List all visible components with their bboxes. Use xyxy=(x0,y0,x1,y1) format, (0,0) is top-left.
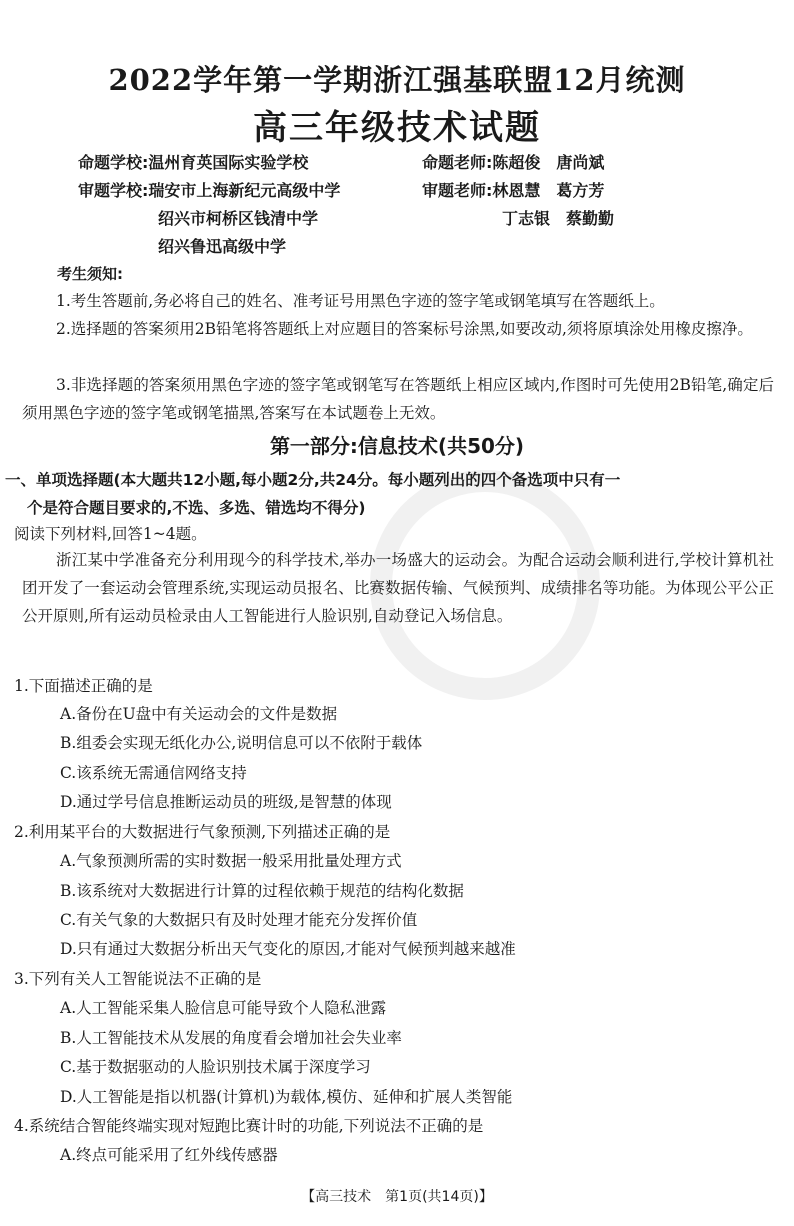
exam-title-line2: 高三年级技术试题 xyxy=(253,108,541,148)
credit-reviewing-teachers: 审题老师:林恩慧 葛方芳 xyxy=(422,181,605,200)
material-text: 浙江某中学准备充分利用现今的科学技术,举办一场盛大的运动会。为配合运动会顺利进行,学校计算机社团开发了一套运动会管理系统,实现运动员报名、比赛数据传输、气候预判、成绩排名等功能。为体现公平公正公开原则,所有运动员检录由人工智能进行人脸识别,自动登记入场信息。 xyxy=(22,551,774,625)
material-intro: 阅读下列材料,回答1~4题。 xyxy=(14,525,207,543)
section-title: 第一部分:信息技术(共50分) xyxy=(269,434,525,458)
question-1-option-b: B.组委会实现无纸化办公,说明信息可以不依附于载体 xyxy=(60,734,423,752)
credit-reviewing-school-2: 绍兴市柯桥区钱清中学 xyxy=(158,209,319,228)
page-footer: 【高三技术 第1页(共14页)】 xyxy=(301,1189,493,1205)
notice-item-1: 1.考生答题前,务必将自己的姓名、准考证号用黑色字迹的签字笔或钢笔填写在答题纸上。 xyxy=(56,292,665,310)
credit-reviewing-teachers-2: 丁志银 蔡勤勤 xyxy=(502,209,615,228)
notice-item-2: 2.选择题的答案须用2B铅笔将答题纸上对应题目的答案标号涂黑,如要改动,须将原填涂处用橡皮擦净。 xyxy=(56,320,753,338)
exam-title-line1: 2022学年第一学期浙江强基联盟12月统测 xyxy=(108,63,686,97)
question-2-stem: 2.利用某平台的大数据进行气象预测,下列描述正确的是 xyxy=(14,823,391,841)
credit-reviewing-school: 审题学校:瑞安市上海新纪元高级中学 xyxy=(78,181,341,200)
question-1-option-d: D.通过学号信息推断运动员的班级,是智慧的体现 xyxy=(60,793,392,811)
question-1-option-a: A.备份在U盘中有关运动会的文件是数据 xyxy=(60,705,338,723)
question-2-option-b: B.该系统对大数据进行计算的过程依赖于规范的结构化数据 xyxy=(60,882,464,900)
part1-instructions xyxy=(5,466,785,522)
question-3-option-a: A.人工智能采集人脸信息可能导致个人隐私泄露 xyxy=(60,999,387,1017)
question-3-stem: 3.下列有关人工智能说法不正确的是 xyxy=(14,970,262,988)
question-4-stem: 4.系统结合智能终端实现对短跑比赛计时的功能,下列说法不正确的是 xyxy=(14,1117,484,1135)
question-3-option-b: B.人工智能技术从发展的角度看会增加社会失业率 xyxy=(60,1029,402,1047)
question-2-option-d: D.只有通过大数据分析出天气变化的原因,才能对气候预判越来越准 xyxy=(60,940,516,958)
question-3-option-c: C.基于数据驱动的人脸识别技术属于深度学习 xyxy=(60,1058,371,1076)
question-1-option-c: C.该系统无需通信网络支持 xyxy=(60,764,247,782)
credit-reviewing-school-3: 绍兴鲁迅高级中学 xyxy=(158,237,287,256)
notice-item-3: 3.非选择题的答案须用黑色字迹的签字笔或钢笔写在答题纸上相应区域内,作图时可先使用2B铅笔,确定后须用黑色字迹的签字笔或钢笔描黑,答案写在本试题卷上无效。 xyxy=(22,376,774,422)
question-1-stem: 1.下面描述正确的是 xyxy=(14,677,153,695)
notice-heading: 考生须知: xyxy=(57,265,123,283)
question-4-option-a: A.终点可能采用了红外线传感器 xyxy=(60,1146,278,1164)
part1-line1: 一、单项选择题(本大题共12小题,每小题2分,共24分。每小题列出的四个备选项中只有一 xyxy=(5,471,621,489)
part1-line2: 个是符合题目要求的,不选、多选、错选均不得分) xyxy=(27,499,366,517)
question-2-option-c: C.有关气象的大数据只有及时处理才能充分发挥价值 xyxy=(60,911,418,929)
question-2-option-a: A.气象预测所需的实时数据一般采用批量处理方式 xyxy=(60,852,402,870)
credit-proposing-school: 命题学校:温州育英国际实验学校 xyxy=(78,153,309,172)
credit-proposing-teachers: 命题老师:陈超俊 唐尚斌 xyxy=(422,153,605,172)
question-3-option-d: D.人工智能是指以机器(计算机)为载体,模仿、延伸和扩展人类智能 xyxy=(60,1088,513,1106)
